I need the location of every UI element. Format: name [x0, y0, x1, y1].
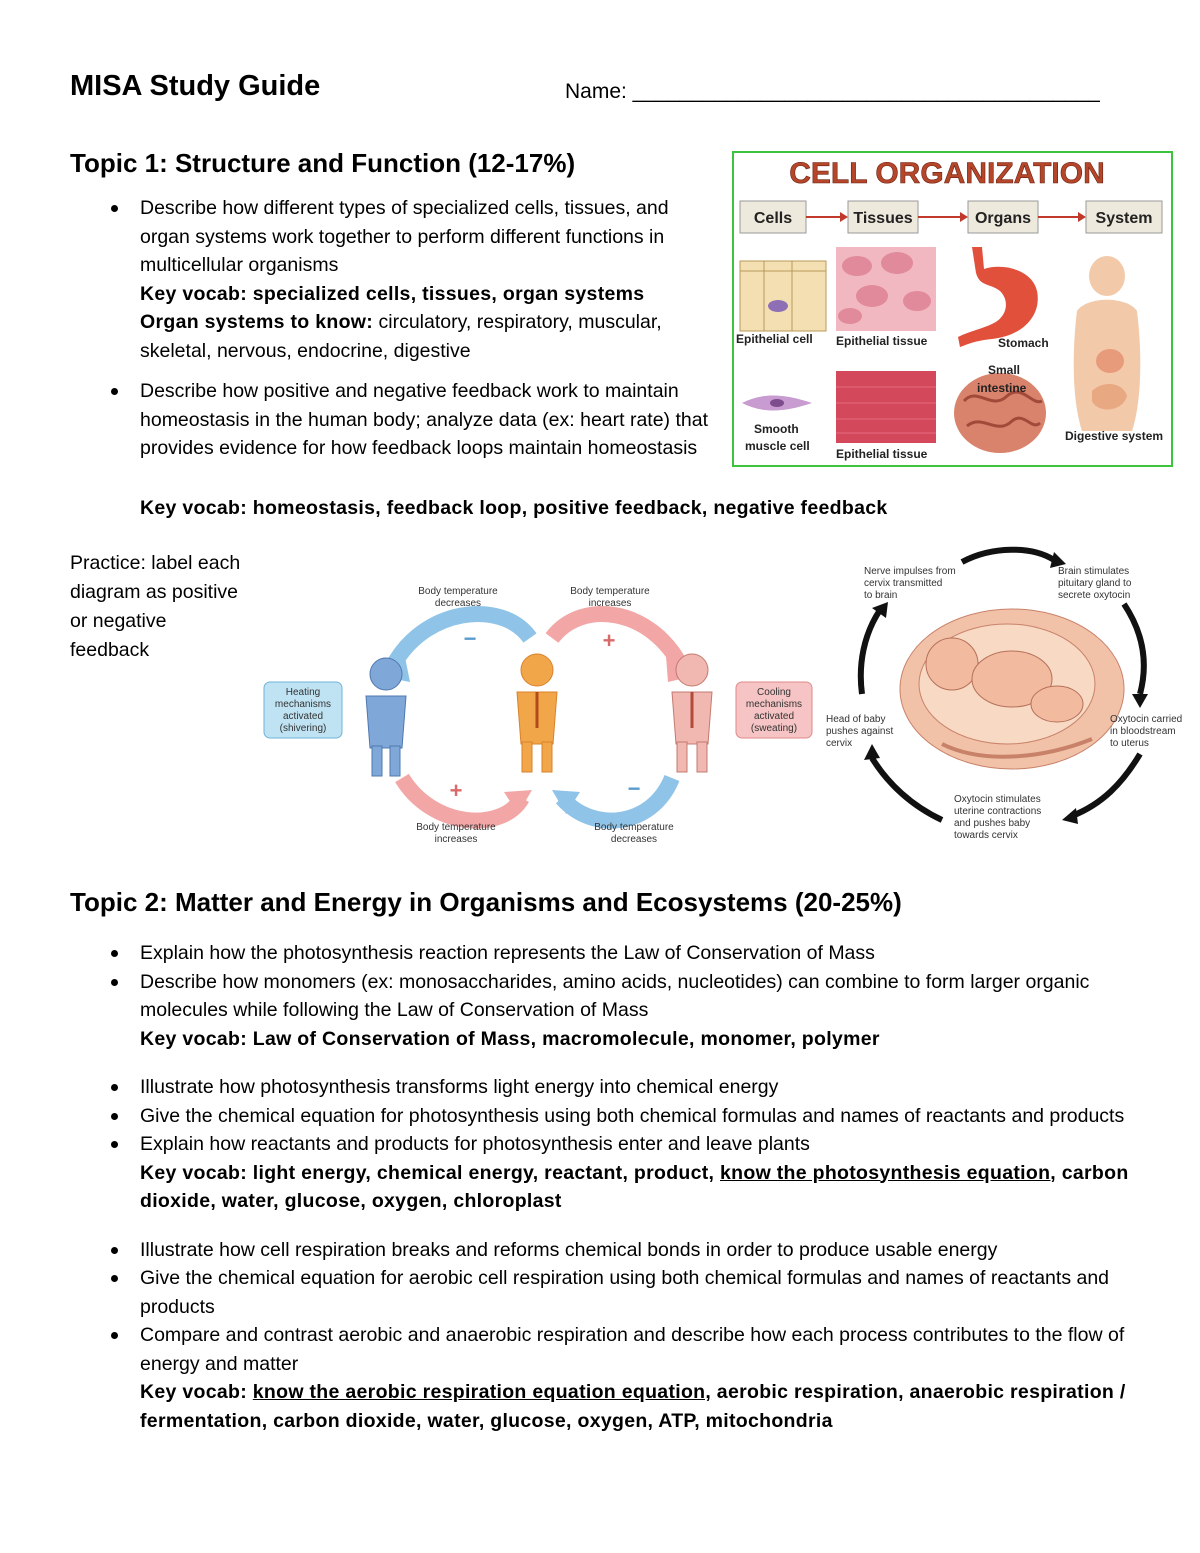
label-oxytocin: Oxytocin carried [1110, 714, 1183, 725]
plus-sign: + [449, 778, 463, 803]
list-item [70, 968, 1140, 1054]
topic-2-heading: Topic 2: Matter and Energy in Organisms and Ecosystems (20-25%) [70, 887, 902, 917]
practice-instructions: Practice: label each diagram as positive or negative feedback [70, 552, 241, 661]
cooling-text: mechanisms [745, 699, 803, 710]
epithelial-cell-image [740, 261, 826, 331]
normal-person-icon [517, 654, 557, 772]
label-muscle-cell: muscle cell [745, 439, 810, 453]
topic-1-list [70, 194, 720, 463]
cooling-text: activated [753, 711, 795, 722]
arrow-head-icon [864, 744, 880, 760]
bullet-text: Describe how monomers (ex: monosaccharides, amino acids, nucleotides) can combine to form larger organic molecules while following the Law of Conservation of Mass [140, 970, 1090, 1021]
bullet-text: Describe how different types of specialized cells, tissues, and organ systems work together to perform different functions in multicellular organisms [140, 197, 669, 276]
list-item [70, 377, 720, 463]
cycle-arrow-icon [861, 610, 880, 694]
heating-text: mechanisms [274, 699, 332, 710]
key-vocab: Key vocab: Law of Conservation of Mass, macromolecule, monomer, polymer [140, 1027, 880, 1050]
key-vocab-part: Key vocab: light energy, chemical energy, reactant, product, [140, 1161, 720, 1184]
label-smooth: Smooth [754, 422, 799, 436]
list-item [70, 1264, 1140, 1321]
heating-text: (shivering) [279, 723, 327, 734]
name-field[interactable]: Name: ________________________________________ [565, 80, 1100, 103]
label-bottom-right: Body temperature [594, 822, 674, 833]
list-item [70, 1102, 1140, 1131]
figure-title: CELL ORGANIZATION [789, 157, 1105, 190]
cooling-text: (sweating) [750, 723, 798, 734]
bullet-text: Illustrate how photosynthesis transforms light energy into chemical energy [140, 1076, 779, 1098]
arc-bottom-right [562, 778, 672, 821]
plus-sign: + [602, 628, 616, 653]
bullet-icon [111, 1275, 118, 1282]
minus-sign: − [627, 776, 641, 801]
flow-label-tissues: Tissues [853, 210, 913, 227]
key-vocab: Key vocab: specialized cells, tissues, organ systems [140, 282, 645, 305]
label-top-left: Body temperature [418, 586, 498, 597]
list-item [70, 1236, 1140, 1265]
list-item [70, 194, 720, 365]
bullet-text: Illustrate how cell respiration breaks and reforms chemical bonds in order to produce usable energy [140, 1238, 998, 1261]
heating-text: Heating [285, 687, 321, 698]
childbirth-feedback-diagram [822, 544, 1194, 848]
label-head: cervix [826, 738, 853, 749]
list-item [70, 1321, 1140, 1435]
page-title: MISA Study Guide [70, 70, 321, 102]
arrow-head-icon [1062, 808, 1078, 824]
bullet-text: Describe how positive and negative feedback work to maintain homeostasis in the human body; analyze data (ex: heart rate) that provides evidence for how feedback loops maintain homeostasis [140, 380, 708, 459]
list-item [70, 1130, 1140, 1216]
cooling-text: Cooling [757, 687, 791, 698]
label-intestine: intestine [977, 381, 1027, 395]
label-brain: Brain stimulates [1058, 566, 1130, 577]
muscle-tissue-image [836, 371, 936, 443]
label-bottom-left: Body temperature [416, 822, 496, 833]
label-bottom-left: increases [434, 834, 478, 845]
key-vocab [140, 1381, 1126, 1432]
cycle-arrow-icon [962, 550, 1054, 562]
key-vocab-part: aerobic respiration, anaerobic respiration / fermentation, carbon dioxide, water, glucose, oxygen, ATP, mitochondria [140, 1381, 1126, 1432]
flow-label-system: System [1095, 210, 1153, 227]
bullet-icon [111, 979, 118, 986]
label-contractions: towards cervix [954, 830, 1018, 841]
bullet-icon [111, 950, 118, 957]
bullet-icon [111, 1332, 118, 1339]
label-contractions: and pushes baby [954, 818, 1031, 829]
temperature-feedback-diagram [262, 578, 814, 848]
label-epithelial-cell: Epithelial cell [736, 332, 813, 346]
label-epithelial-tissue-2: Epithelial tissue [836, 447, 928, 461]
bullet-icon [111, 1141, 118, 1148]
cycle-arrow-icon [1124, 604, 1144, 694]
label-nerve: to brain [864, 590, 898, 601]
label-head: Head of baby [826, 714, 886, 725]
label-epithelial-tissue: Epithelial tissue [836, 334, 928, 348]
label-brain: pituitary gland to [1058, 578, 1132, 589]
bullet-text: Explain how the photosynthesis reaction represents the Law of Conservation of Mass [140, 942, 875, 964]
label-small: Small [988, 363, 1021, 377]
arc-top-left [392, 614, 530, 668]
key-vocab: Key vocab: homeostasis, feedback loop, positive feedback, negative feedback [140, 497, 888, 519]
key-vocab [140, 1162, 1129, 1213]
arc-top-right [552, 614, 682, 668]
spacer [70, 1216, 1140, 1236]
bullet-icon [111, 1084, 118, 1091]
label-head: pushes against [826, 726, 894, 737]
organ-systems-label: Organ systems to know: [140, 311, 374, 333]
bullet-icon [111, 205, 118, 212]
key-vocab-underlined: know the photosynthesis equation, [720, 1161, 1057, 1184]
list-item [70, 1073, 1140, 1102]
organ-systems-list: circulatory, respiratory, muscular, skeletal, nervous, endocrine, digestive [140, 311, 662, 362]
bullet-icon [111, 388, 118, 395]
label-top-right: Body temperature [570, 586, 650, 597]
label-contractions: Oxytocin stimulates [954, 794, 1041, 805]
label-top-right: increases [588, 598, 632, 609]
key-vocab-part: Key vocab: [140, 1381, 253, 1403]
label-bottom-right: decreases [610, 834, 658, 845]
label-oxytocin: to uterus [1110, 738, 1149, 749]
label-digestive-system: Digestive system [1065, 429, 1164, 443]
label-contractions: uterine contractions [954, 806, 1042, 817]
key-vocab-part: carbon dioxide, water, glucose, oxygen, chloroplast [140, 1161, 1129, 1212]
topic-2-list [70, 939, 1140, 1435]
key-vocab-underlined: know the aerobic respiration equation equation, [252, 1381, 712, 1403]
cycle-arrow-icon [872, 758, 942, 820]
label-top-left: decreases [434, 598, 482, 609]
heating-text: activated [282, 711, 324, 722]
bullet-text: Compare and contrast aerobic and anaerobic respiration and describe how each process contributes to the flow of energy and matter [140, 1324, 1125, 1375]
hot-person-icon [672, 654, 712, 772]
cold-person-icon [366, 658, 406, 776]
topic-1-heading: Topic 1: Structure and Function (12-17%) [70, 148, 576, 178]
label-stomach: Stomach [998, 336, 1049, 350]
cell-organization-figure [732, 151, 1173, 467]
minus-sign: − [463, 626, 477, 651]
bullet-icon [111, 1247, 118, 1254]
pregnant-uterus-image [900, 609, 1124, 769]
flow-label-cells: Cells [753, 210, 793, 227]
bullet-icon [111, 1113, 118, 1120]
label-oxytocin: in bloodstream [1110, 726, 1176, 737]
bullet-text: Give the chemical equation for photosynthesis using both chemical formulas and names of reactants and products [140, 1104, 1125, 1127]
spacer [70, 1053, 1140, 1073]
epithelial-tissue-image [836, 247, 936, 331]
label-brain: secrete oxytocin [1058, 590, 1131, 601]
flow-label-organs: Organs [974, 210, 1032, 227]
label-nerve: Nerve impulses from [864, 566, 956, 577]
list-item [70, 939, 1140, 968]
bullet-text: Give the chemical equation for aerobic cell respiration using both chemical formulas and names of reactants and products [140, 1267, 1110, 1318]
bullet-text: Explain how reactants and products for photosynthesis enter and leave plants [140, 1133, 810, 1155]
cycle-arrow-icon [1072, 754, 1140, 816]
label-nerve: cervix transmitted [864, 578, 943, 589]
arrow-head-icon [1132, 694, 1148, 708]
